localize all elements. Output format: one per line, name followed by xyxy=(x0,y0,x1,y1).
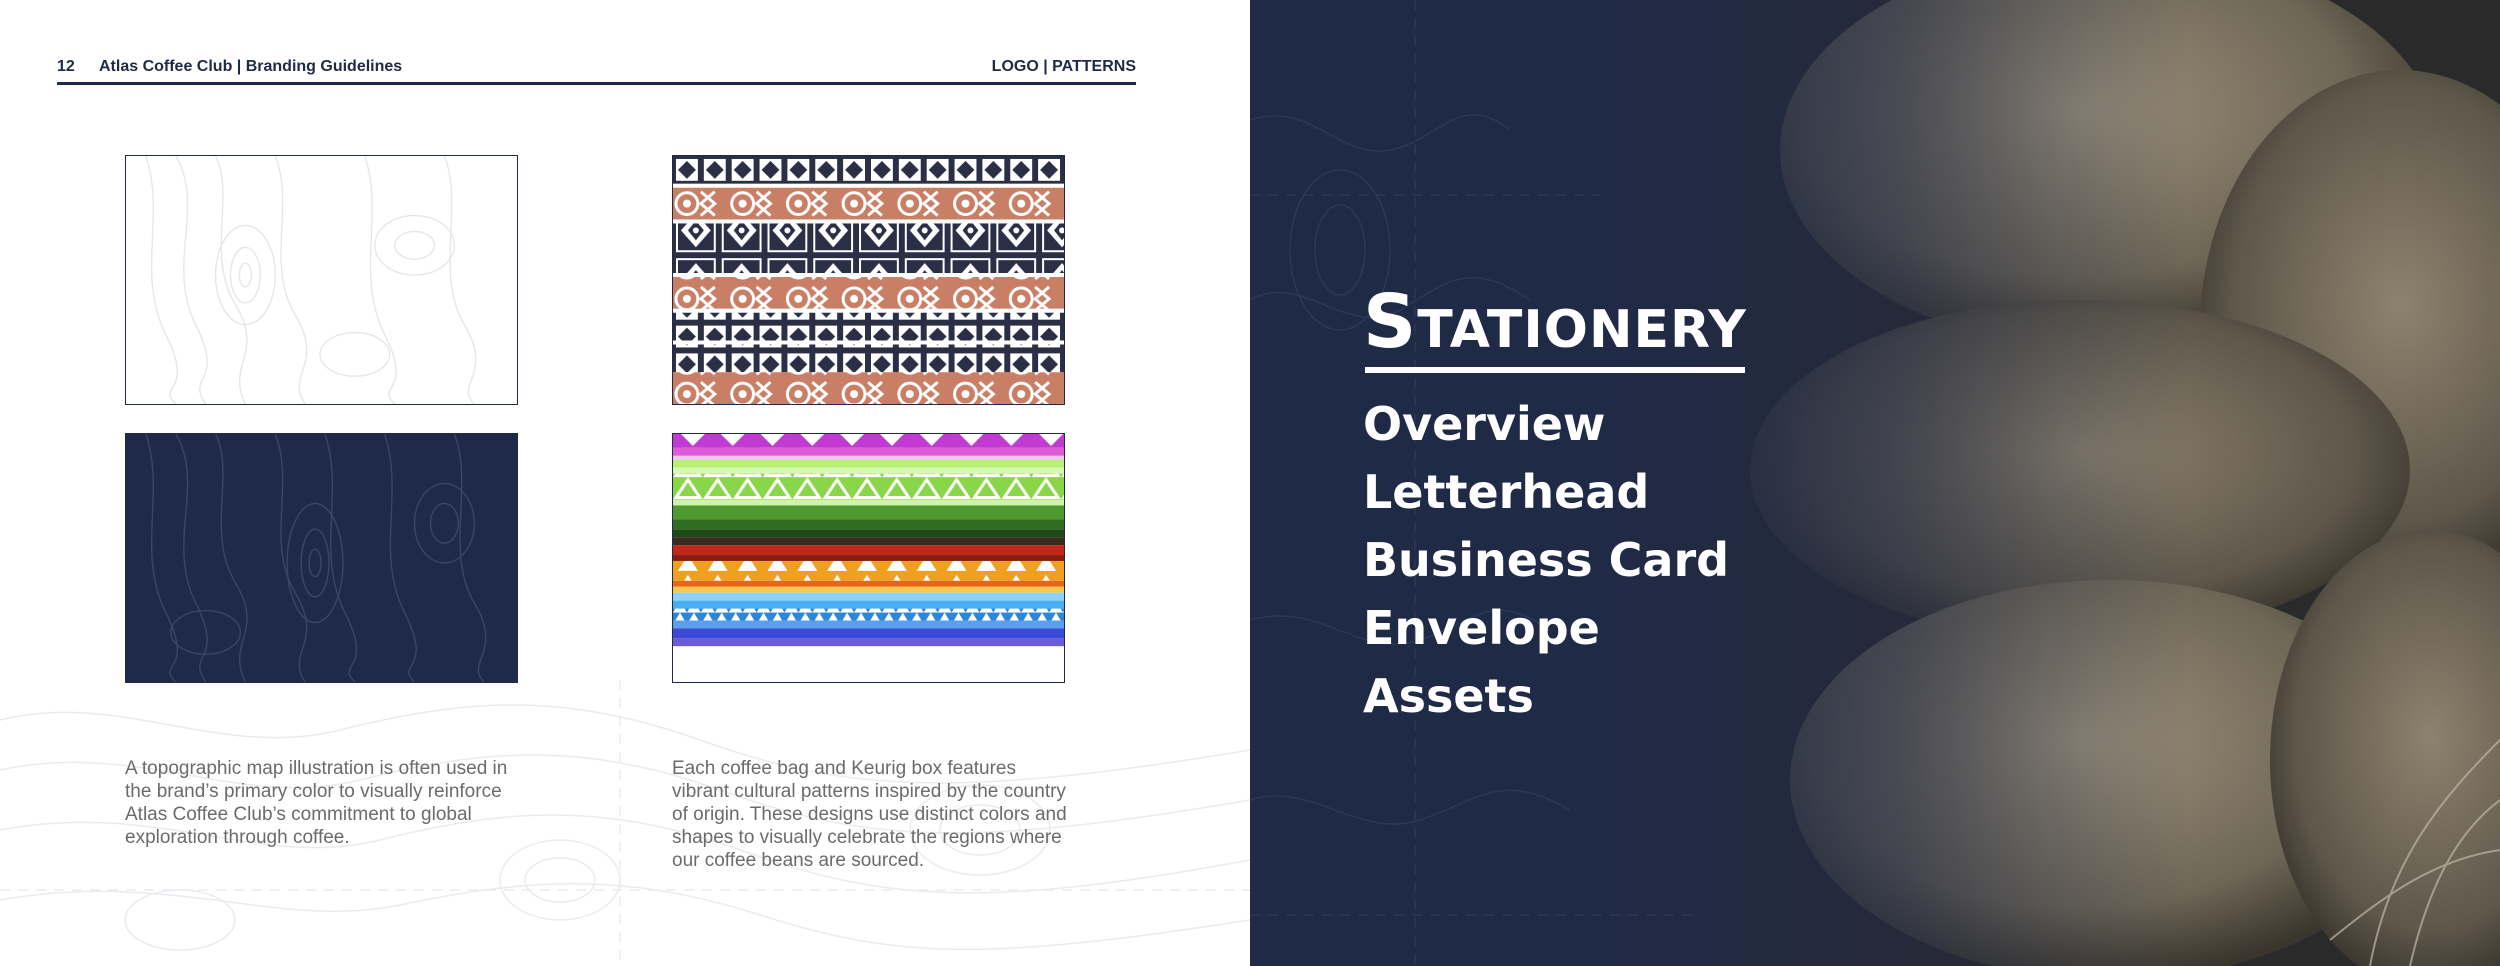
document-title: Atlas Coffee Club | Branding Guidelines xyxy=(99,58,403,75)
caption-topographic: A topographic map illustration is often used in the brand’s primary color to visually reinforce Atlas Coffee Club’s commitment to global exploration through coffee. xyxy=(125,758,508,848)
menu-item-letterhead[interactable]: Letterhead xyxy=(1363,465,1650,519)
menu-item-overview[interactable]: Overview xyxy=(1363,397,1606,451)
page-header xyxy=(57,56,1136,85)
tribal-geometric-pattern xyxy=(672,155,1065,405)
menu-item-business-card[interactable]: Business Card xyxy=(1363,533,1730,587)
menu-item-assets[interactable]: Assets xyxy=(1363,669,1534,723)
topographic-pattern-light xyxy=(125,155,518,405)
title-underline xyxy=(1365,367,1745,373)
section-title: Stationery xyxy=(1363,279,1747,365)
serape-stripe-pattern xyxy=(672,433,1065,683)
page-number: 12 xyxy=(57,58,75,75)
caption-cultural-patterns: Each coffee bag and Keurig box features vibrant cultural patterns inspired by the country of origin. These designs use distinct colors and shapes to visually celebrate the regions where our coffee beans are sourced. xyxy=(672,758,1067,871)
topographic-pattern-navy xyxy=(125,433,518,683)
section-label: LOGO | PATTERNS xyxy=(991,58,1136,75)
right-page xyxy=(1250,0,2500,966)
menu-item-envelope[interactable]: Envelope xyxy=(1363,601,1600,655)
section-menu xyxy=(1363,390,1729,730)
